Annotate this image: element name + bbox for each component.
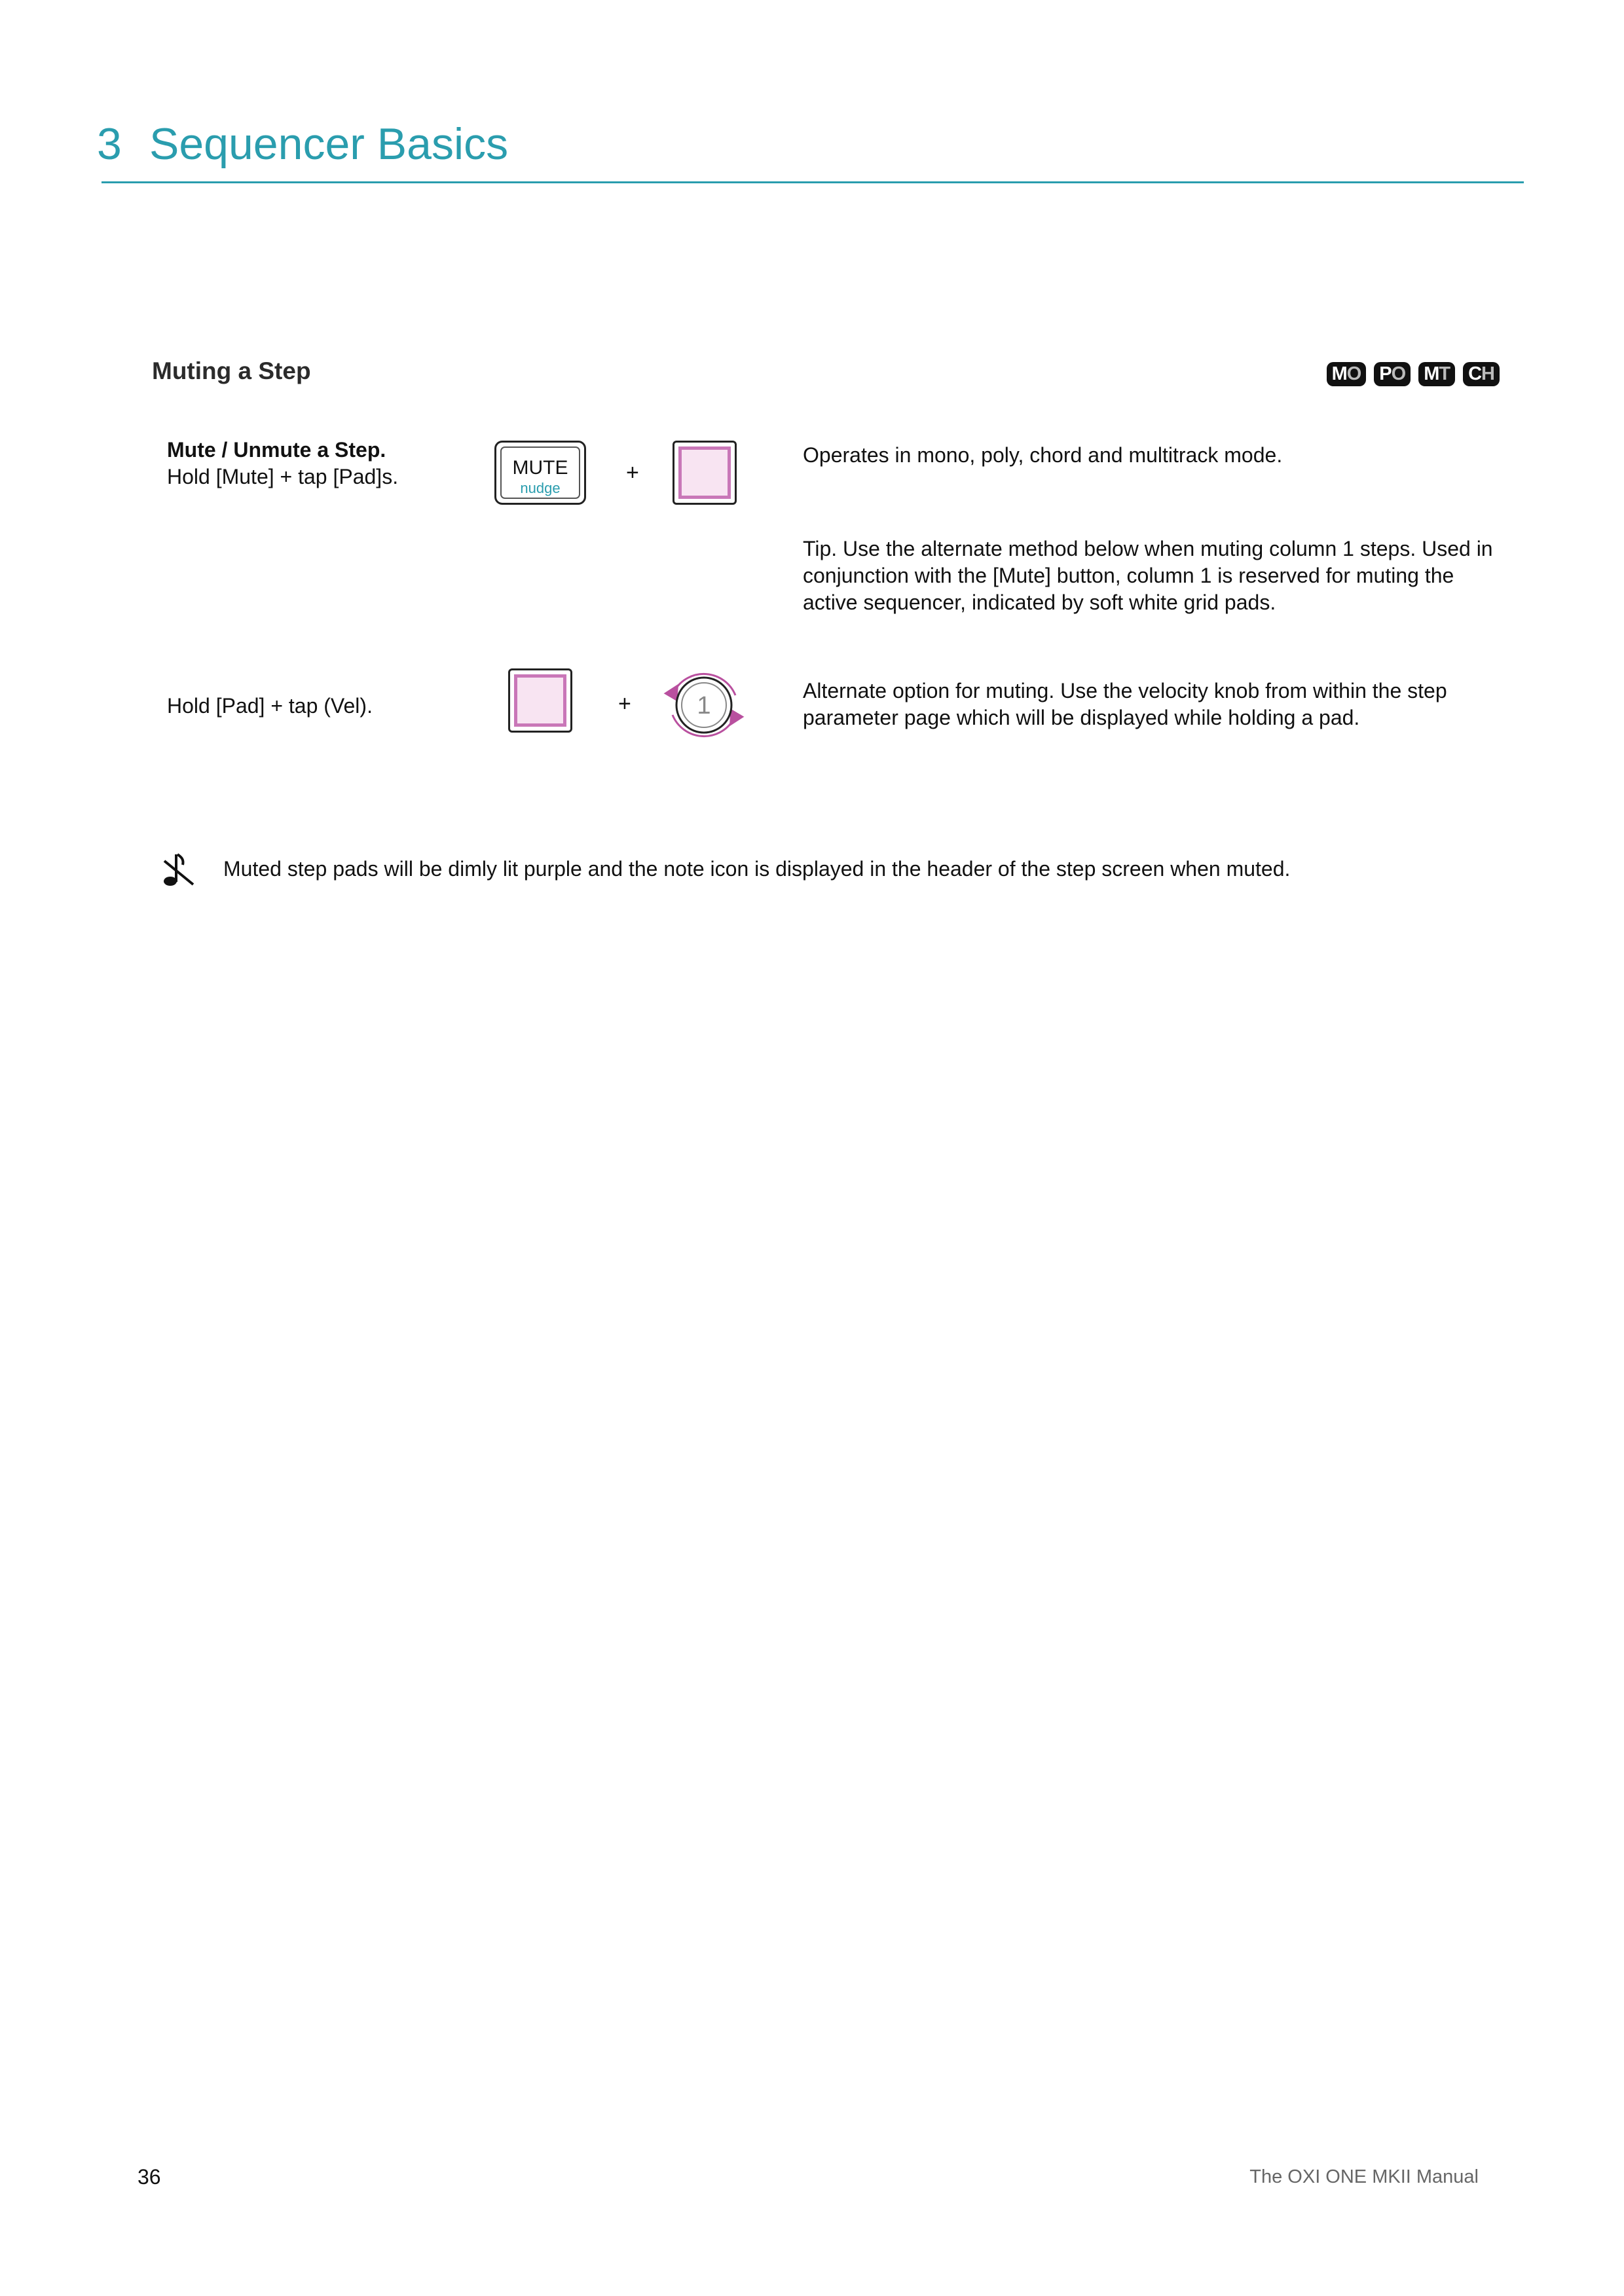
plus-sign: + [618,691,631,716]
chapter-title: Sequencer Basics [149,119,509,169]
mode-badges [1327,362,1500,386]
mute-label: MUTE [512,457,568,479]
pad-lit-area [678,446,731,499]
footer-title: The OXI ONE MKII Manual [1249,2166,1479,2187]
mode-badge-po: PO [1374,362,1411,386]
mute-button-illustration [494,441,586,505]
pad-lit-area [514,674,566,727]
muted-note-icon [162,850,196,888]
section-title: Muting a Step [152,357,311,384]
page-number: 36 [138,2165,161,2189]
note-text: Muted step pads will be dimly lit purple and the note icon is displayed in the header of the step screen when muted. [223,857,1291,881]
nudge-label: nudge [520,480,561,496]
mode-badge-ch: CH [1463,362,1500,386]
row1-action: Hold [Mute] + tap [Pad]s. [167,465,399,488]
plus-sign: + [626,460,639,485]
chapter-number: 3 [97,119,122,169]
knob-label: 1 [697,692,711,720]
row1-title: Mute / Unmute a Step. [167,438,386,462]
velocity-knob-icon [658,659,750,751]
header-divider [101,181,1524,183]
row2-action: Hold [Pad] + tap (Vel). [167,694,373,718]
row1-description: Operates in mono, poly, chord and multitrack mode. [803,443,1283,467]
row2-description: Alternate option for muting. Use the velocity knob from within the step parameter page which will be displayed while holding a pad. [803,679,1447,729]
mode-badge-mt: MT [1418,362,1455,386]
pad-illustration [508,668,572,733]
pad-illustration [673,441,737,505]
mode-badge-mo: MO [1327,362,1367,386]
tip-text: Tip. Use the alternate method below when muting column 1 steps. Used in conjunction with the [Mute] button, column 1 is reserved for muting the active sequencer, indicated by soft white grid pads. [803,537,1493,614]
